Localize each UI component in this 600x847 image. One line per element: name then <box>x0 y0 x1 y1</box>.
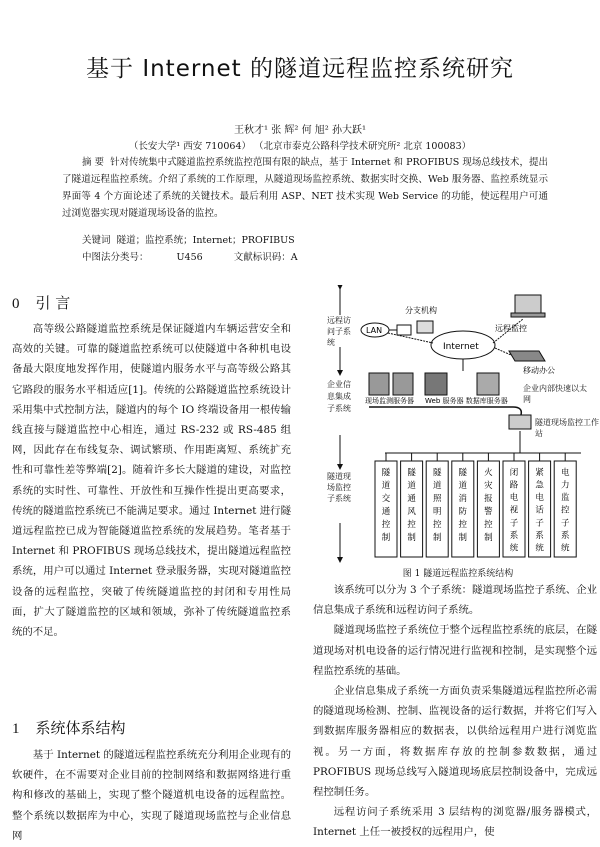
branch-label: 分支机构 <box>405 306 437 315</box>
subsystem-boxes <box>375 453 576 557</box>
mobile-label: 移动办公 <box>523 366 555 375</box>
branch-monitor-icon <box>417 321 433 333</box>
right-paragraph-2: 隧道现场监控子系统位于整个远程监控系统的底层，在隧道现场对机电设备的运行情况进行监视和控制，是实现整个远程监控系统的基础。 <box>313 624 597 677</box>
doc-code-value: A <box>290 252 298 263</box>
branch-pc-icon <box>397 325 411 335</box>
section-0-paragraph: 高等级公路隧道监控系统是保证隧道内车辆运营安全和高效的关键。可靠的隧道监控系统可以使隧道中各种机电设备最大限度地发挥作用，使隧道内服务水平与高等级公路其它路段的服务水平相适应[1]。传统的公路隧道监控系统设计采用集中式控制方法，隧道内的每个 IO 终端设备用一根传输线直接与隧道监控中心相连，通过 RS-232 或 RS-485 组网，因此存在布线复杂、调试繁琐、作用距离短、系统扩充性和可靠性差等弊端[2]。随着许多长大隧道的建设，对监控系统的实时性、可靠性、开放性和互操作性提出更高要求，传统的隧道监控系统已不能满足要求。通过 Internet 进行隧道远程监控已成为智能隧道监控系统的发展趋势。笔者基于 Internet 和 PROFIBUS 现场总线技术，提出隧道远程监控系统，用户可以通过 Internet 登录服务器，实现对隧道监控设备的远程监控，突破了传统隧道监控的封闭和专用性局面，扩大了隧道监控的区域和领域，弥补了传统隧道监控系统的不足。 <box>12 323 291 639</box>
server-icon-2 <box>393 373 413 395</box>
field-server-label: 现场监测服务器 <box>365 397 414 405</box>
section-1-paragraph: 基于 Internet 的隧道远程监控系统充分利用企业现有的软硬件，在不需要对企业目前的控制网络和数据网络进行重构和修改的基础上，实现了整个隧道机电设备的远程监控。整个系统以数据库为中心，实现了隧道现场监控与企业信息网 <box>12 749 291 842</box>
abstract <box>62 154 548 222</box>
doc-code-label: 文献标识码： <box>233 252 291 263</box>
section-0-number: 0 <box>12 296 20 312</box>
subsystem-label: 隧道交通控制 <box>381 468 391 543</box>
abstract-label: 摘 要 <box>82 157 105 168</box>
subsystem-label: 隧道通风控制 <box>407 468 416 543</box>
remote-monitor-label: 远程监控 <box>495 324 527 333</box>
keywords <box>82 232 295 246</box>
label-enterprise: 企业信息集成子系统 <box>327 380 351 413</box>
subsystem-label: 闭路电视子系统 <box>509 468 519 554</box>
right-paragraph-1: 该系统可以分为 3 个子系统：隧道现场监控子系统、企业信息集成子系统和远程访问子系统。 <box>313 584 597 617</box>
label-field: 隧道现场监控子系统 <box>327 472 351 503</box>
servers-label: Web 服务器 数据库服务器 <box>425 397 508 405</box>
server-icon-1 <box>369 373 389 395</box>
workstation-icon <box>509 415 531 429</box>
figure-1-diagram <box>313 285 600 570</box>
section-1-number: 1 <box>12 721 20 737</box>
section-0-heading <box>12 292 70 313</box>
remote-monitor-icon <box>515 295 541 313</box>
subsystem-label: 隧道照明控制 <box>432 468 442 543</box>
server-icon-3 <box>425 373 447 395</box>
affiliation: （长安大学¹ 西安 710064） （北京市泰克公路科学技术研究所² 北京 100083） <box>128 141 472 152</box>
classification <box>82 249 326 263</box>
clc-value: U456 <box>176 252 203 263</box>
clc-label: 中图法分类号： <box>82 252 149 263</box>
intranet-label: 企业内部快速以太网 <box>523 384 587 404</box>
label-remote-access: 远程访问子系统 <box>327 316 351 347</box>
subsystem-label: 火灾报警控制 <box>484 468 493 543</box>
section-0-title: 引 言 <box>35 294 71 312</box>
subsystem-label: 紧急电话子系统 <box>535 468 544 554</box>
authors: 王秋才¹ 张 辉² 何 旭² 孙大跃¹ <box>234 125 366 136</box>
section-1-heading <box>12 717 126 738</box>
right-column-body <box>313 580 597 843</box>
server-icon-4 <box>477 373 499 395</box>
subsystem-label: 电力监控子系统 <box>560 468 570 554</box>
right-paragraph-3: 企业信息集成子系统一方面负责采集隧道远程监控所必需的隧道现场检测、控制、监视设备的运行数据，并将它们写入到数据库服务器相应的数据表，以供给远程用户进行浏览监视。另一方面，将数据库存放的控制参数数据，通过 PROFIBUS 现场总线写入隧道现场底层控制设备中，完成远程控制任务。 <box>313 685 597 799</box>
section-0-body <box>12 319 291 642</box>
keywords-label: 关键词 <box>82 235 111 246</box>
paper-title: 基于 Internet 的隧道远程监控系统研究 <box>86 56 514 82</box>
keywords-text: 隧道；监控系统；Internet；PROFIBUS <box>116 235 295 246</box>
right-paragraph-4: 远程访问子系统采用 3 层结构的浏览器/服务器模式，Internet 上任一被授权的远程用户，使 <box>313 806 597 839</box>
station-label: 隧道现场监控工作站 <box>535 418 599 438</box>
internet-label: Internet <box>443 342 479 352</box>
laptop-icon <box>509 351 545 361</box>
lan-label: LAN <box>366 326 383 335</box>
section-1-title: 系统体系结构 <box>35 719 126 737</box>
subsystem-label: 隧道消防控制 <box>458 468 468 543</box>
abstract-text: 针对传统集中式隧道监控系统监控范围有限的缺点，基于 Internet 和 PROFIBUS 现场总线技术，提出了隧道远程监控系统。介绍了系统的工作原理，从隧道现场监控系统、数据实时交换、Web 服务器、监控系统显示界面等 4 个方面论述了系统的关键技术。最后利用 ASP、NET 技术实现 Web Service 的功能，使远程用户可通过浏览器实现对隧道现场设备的监控。 <box>62 157 548 219</box>
figure-1-caption: 图 1 隧道远程监控系统结构 <box>402 569 514 579</box>
section-1-body <box>12 745 291 846</box>
